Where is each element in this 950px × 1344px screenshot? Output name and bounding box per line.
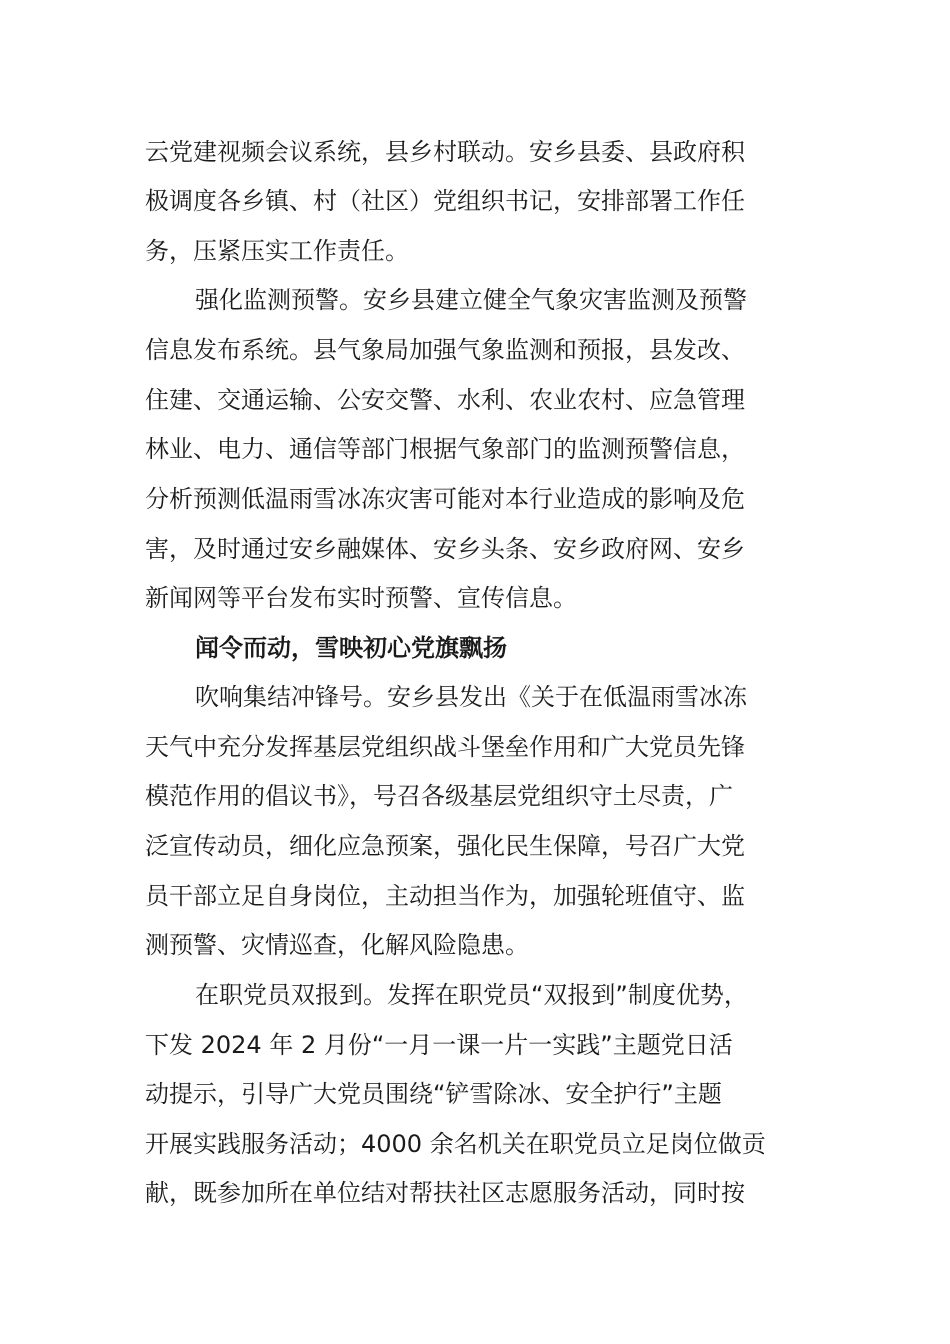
text-line: 献，既参加所在单位结对帮扶社区志愿服务活动，同时按 <box>145 1179 745 1207</box>
text-line: 员干部立足自身岗位，主动担当作为，加强轮班值守、监 <box>145 882 745 910</box>
text-line: 开展实践服务活动；4000 余名机关在职党员立足岗位做贡 <box>145 1130 766 1158</box>
text-line: 极调度各乡镇、村（社区）党组织书记，安排部署工作任 <box>145 187 745 215</box>
text-line: 动提示，引导广大党员围绕“铲雪除冰、安全护行”主题 <box>145 1080 722 1108</box>
text-line: 下发 2024 年 2 月份“一月一课一片一实践”主题党日活 <box>145 1031 733 1059</box>
section-heading: 闻令而动，雪映初心党旗飘扬 <box>195 634 507 662</box>
paragraph-start-line: 吹响集结冲锋号。安乡县发出《关于在低温雨雪冰冻 <box>195 683 747 711</box>
text-line: 林业、电力、通信等部门根据气象部门的监测预警信息， <box>145 435 745 463</box>
text-line: 害，及时通过安乡融媒体、安乡头条、安乡政府网、安乡 <box>145 535 745 563</box>
text-line: 分析预测低温雨雪冰冻灾害可能对本行业造成的影响及危 <box>145 485 745 513</box>
text-line: 云党建视频会议系统，县乡村联动。安乡县委、县政府积 <box>145 138 745 166</box>
text-line: 信息发布系统。县气象局加强气象监测和预报，县发改、 <box>145 336 745 364</box>
text-line: 测预警、灾情巡查，化解风险隐患。 <box>145 931 529 959</box>
text-line: 新闻网等平台发布实时预警、宣传信息。 <box>145 584 577 612</box>
paragraph-start-line: 强化监测预警。安乡县建立健全气象灾害监测及预警 <box>195 286 747 314</box>
text-line: 泛宣传动员，细化应急预案，强化民生保障，号召广大党 <box>145 832 745 860</box>
text-line: 天气中充分发挥基层党组织战斗堡垒作用和广大党员先锋 <box>145 733 745 761</box>
text-line: 务，压紧压实工作责任。 <box>145 237 409 265</box>
text-line: 住建、交通运输、公安交警、水利、农业农村、应急管理 <box>145 386 745 414</box>
paragraph-start-line: 在职党员双报到。发挥在职党员“双报到”制度优势， <box>195 981 748 1009</box>
text-line: 模范作用的倡议书》，号召各级基层党组织守土尽责，广 <box>145 782 733 810</box>
